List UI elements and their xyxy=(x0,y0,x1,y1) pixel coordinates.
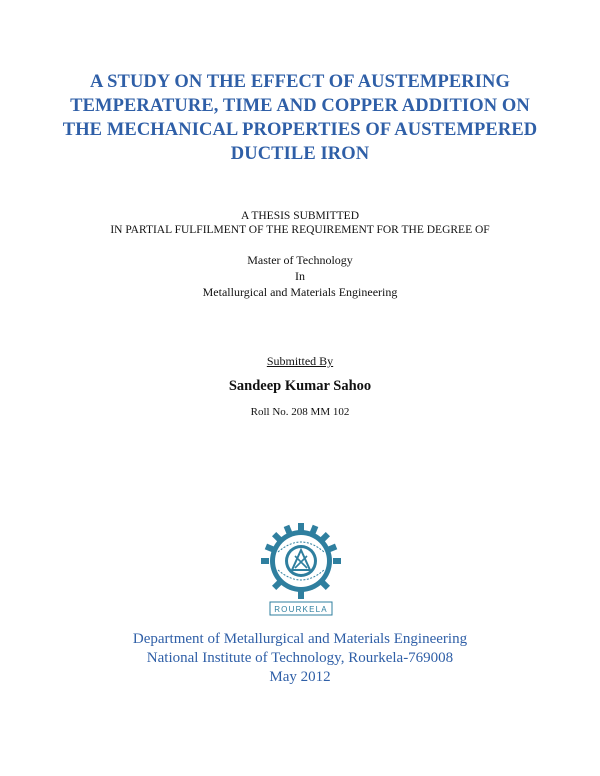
thesis-statement-line-2: IN PARTIAL FULFILMENT OF THE REQUIREMENT FOR THE DEGREE OF xyxy=(110,224,490,236)
department-name: Department of Metallurgical and Materials Engineering xyxy=(132,631,468,647)
thesis-title xyxy=(40,70,560,166)
degree-name: Master of Technology xyxy=(247,253,353,267)
title-line-4: DUCTILE IRON xyxy=(230,144,370,164)
submission-date: May 2012 xyxy=(269,669,331,685)
thesis-statement-line-1: A THESIS SUBMITTED xyxy=(241,210,359,222)
institute-address: National Institute of Technology, Rourkela-769008 xyxy=(146,650,454,666)
degree-field: Metallurgical and Materials Engineering xyxy=(202,285,398,299)
degree-block xyxy=(0,252,600,300)
submitted-by-label: Submitted By xyxy=(266,354,334,368)
title-line-1: A STUDY ON THE EFFECT OF AUSTEMPERING xyxy=(89,72,511,92)
nit-rourkela-logo xyxy=(258,522,344,618)
title-line-2: TEMPERATURE, TIME AND COPPER ADDITION ON xyxy=(70,96,530,116)
title-line-3: THE MECHANICAL PROPERTIES OF AUSTEMPERED xyxy=(62,120,538,140)
degree-connector: In xyxy=(295,269,305,283)
logo-place-text: ROURKELA xyxy=(274,605,328,614)
department-block xyxy=(0,630,600,687)
roll-number: Roll No. 208 MM 102 xyxy=(250,406,350,418)
thesis-statement xyxy=(0,209,600,237)
author-name: Sandeep Kumar Sahoo xyxy=(228,378,372,394)
submitted-by xyxy=(0,354,600,369)
logo-gear-icon xyxy=(261,523,341,599)
